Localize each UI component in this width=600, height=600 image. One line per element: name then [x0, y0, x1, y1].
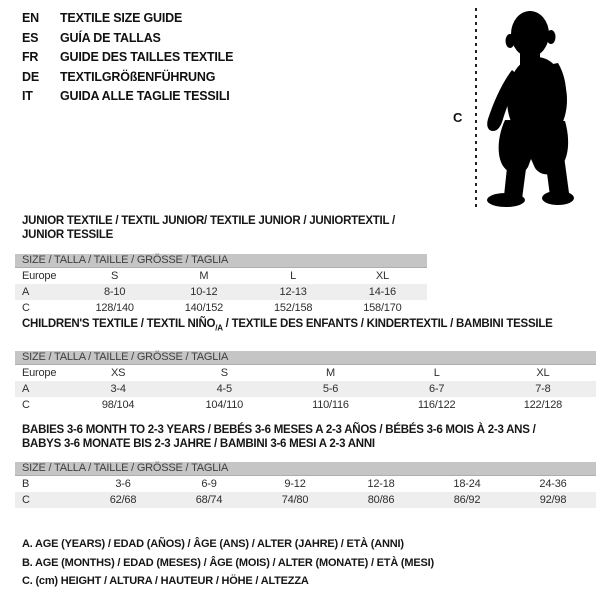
size-header-bar: SIZE / TALLA / TAILLE / GRÖSSE / TAGLIA [15, 462, 596, 476]
children-table [15, 365, 596, 413]
table-row [15, 300, 427, 316]
table-cell: 5-6 [277, 381, 383, 397]
lang-title: GUIDE DES TAILLES TEXTILE [60, 50, 234, 64]
table-cell: 140/152 [184, 302, 224, 314]
table-cell: 3-4 [65, 381, 171, 397]
babies-table [15, 476, 596, 508]
row-label: C [15, 492, 80, 508]
row-label: A [15, 381, 65, 397]
baby-figure [450, 0, 600, 215]
table-row [15, 268, 427, 284]
table-row [15, 381, 596, 397]
language-title-list [22, 9, 233, 107]
lang-code: FR [22, 50, 39, 64]
lang-code: DE [22, 69, 39, 84]
lang-code: ES [22, 30, 39, 45]
row-label: C [22, 302, 30, 314]
size-header-bar: SIZE / TALLA / TAILLE / GRÖSSE / TAGLIA [15, 351, 596, 365]
table-cell: 12-18 [367, 478, 395, 490]
table-cell: 68/74 [166, 492, 252, 508]
table-row [15, 365, 596, 381]
table-row [15, 284, 427, 300]
table-cell: 152/158 [273, 302, 313, 314]
table-cell: S [111, 270, 119, 282]
table-cell: 86/92 [424, 492, 510, 508]
babies-section [15, 423, 596, 508]
table-cell: 116/122 [417, 399, 456, 412]
table-row [15, 476, 596, 492]
row-label: Europe [22, 367, 57, 380]
baby-silhouette-icon [487, 11, 574, 207]
table-cell: M [199, 270, 209, 282]
table-row [15, 397, 596, 413]
lang-row-it [22, 87, 233, 107]
table-cell: 3-6 [115, 478, 131, 490]
table-cell: 8-10 [70, 284, 159, 300]
table-cell: S [220, 367, 228, 380]
row-label: A [15, 284, 70, 300]
table-cell: L [433, 367, 440, 380]
measure-notes [22, 535, 434, 591]
lang-title: TEXTILGRÖßENFÜHRUNG [60, 69, 216, 84]
row-label: C [22, 399, 30, 412]
table-cell: 14-16 [338, 284, 427, 300]
baby-figure-svg [450, 0, 600, 215]
title-text: / TEXTILE DES ENFANTS / KINDERTEXTIL / BAMBINI TESSILE [222, 318, 553, 330]
table-cell: 158/170 [363, 302, 402, 314]
junior-table [15, 268, 427, 316]
lang-row-de [22, 68, 233, 88]
row-label: B [22, 478, 30, 490]
lang-title: GUIDA ALLE TAGLIE TESSILI [60, 89, 230, 103]
lang-row-fr [22, 48, 233, 68]
note-c: C. (cm) HEIGHT / ALTURA / HAUTEUR / HÖHE / ALTEZZA [22, 575, 309, 587]
table-cell: 98/104 [101, 399, 135, 412]
table-cell: 4-5 [171, 381, 277, 397]
table-cell: 10-12 [159, 284, 248, 300]
table-cell: 7-8 [490, 381, 596, 397]
table-cell: 6-7 [384, 381, 490, 397]
table-cell: 104/110 [205, 399, 244, 412]
note-b: B. AGE (MONTHS) / EDAD (MESES) / ÂGE (MOIS) / ALTER (MONATE) / ETÀ (MESI) [22, 556, 434, 569]
table-cell: 92/98 [510, 492, 596, 508]
junior-section-title: JUNIOR TEXTILE / TEXTIL JUNIOR/ TEXTILE JUNIOR / JUNIORTEXTIL / JUNIOR TESSILE [22, 215, 395, 241]
title-line-2: BABYS 3-6 MONATE BIS 2-3 JAHRE / BAMBINI 3-6 MESI A 2-3 ANNI [22, 438, 375, 450]
lang-row-es [22, 29, 233, 49]
table-cell: 12-13 [249, 284, 338, 300]
table-cell: XL [536, 367, 550, 380]
lang-row-en [22, 9, 233, 29]
lang-title: TEXTILE SIZE GUIDE [60, 11, 183, 25]
table-cell: 9-12 [284, 478, 306, 490]
table-cell: 18-24 [453, 478, 481, 490]
children-section [15, 317, 596, 413]
lang-code: EN [22, 11, 39, 25]
table-cell: L [290, 270, 297, 282]
table-cell: 74/80 [252, 492, 338, 508]
size-header-bar: SIZE / TALLA / TAILLE / GRÖSSE / TAGLIA [15, 254, 427, 268]
table-cell: XL [375, 270, 389, 282]
table-cell: 128/140 [95, 302, 134, 314]
lang-title: GUÍA DE TALLAS [60, 30, 161, 45]
children-section-title [22, 317, 596, 335]
table-cell: XS [110, 367, 126, 380]
table-cell: 122/128 [523, 399, 563, 412]
row-label: Europe [22, 270, 57, 282]
title-line-1: BABIES 3-6 MONTH TO 2-3 YEARS / BEBÉS 3-6 MESES A 2-3 AÑOS / BÉBÉS 3-6 MOIS À 2-3 ANS / [22, 424, 536, 436]
note-a: A. AGE (YEARS) / EDAD (AÑOS) / ÂGE (ANS) / ALTER (JAHRE) / ETÀ (ANNI) [22, 538, 404, 550]
table-cell: 62/68 [80, 492, 166, 508]
junior-section [15, 214, 427, 316]
table-row [15, 492, 596, 508]
title-text: CHILDREN'S TEXTILE / TEXTIL NIÑO [22, 318, 216, 330]
table-cell: 80/86 [338, 492, 424, 508]
height-label-c: C [453, 110, 463, 125]
lang-code: IT [22, 89, 33, 103]
table-cell: 24-36 [539, 478, 567, 490]
table-cell: 6-9 [201, 478, 217, 490]
table-cell: M [325, 367, 335, 380]
table-cell: 110/116 [312, 399, 349, 412]
babies-section-title [22, 423, 596, 451]
title-subscript: /A [215, 323, 223, 333]
